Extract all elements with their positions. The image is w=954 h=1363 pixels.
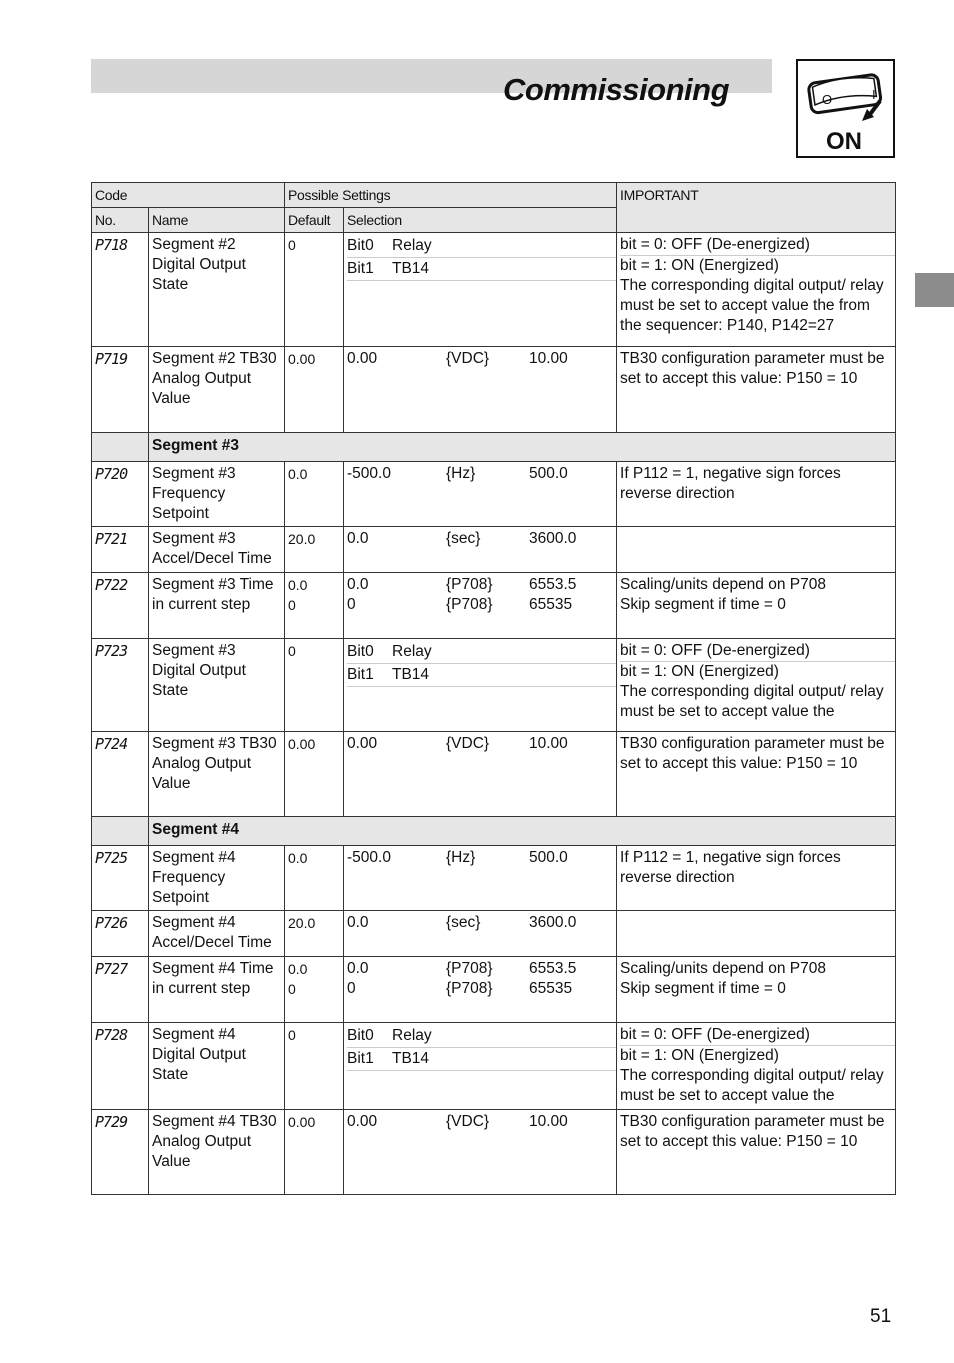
power-switch-icon — [796, 59, 895, 158]
param-default: 0.0 — [285, 846, 344, 911]
param-important: TB30 configuration parameter must be set to accept this value: P150 = 10 — [617, 1110, 896, 1195]
note-line: bit = 1: ON (Energized) — [620, 1047, 779, 1064]
bit-value: Relay — [392, 643, 432, 660]
range-min: 0.0 — [347, 960, 369, 977]
param-name: Segment #2 Digital Output State — [149, 233, 285, 347]
param-code: P723 — [92, 639, 149, 732]
param-important: TB30 configuration parameter must be set to accept this value: P150 = 10 — [617, 732, 896, 817]
param-selection — [344, 462, 617, 527]
note-line: The corresponding digital output/ relay must be set to accept value the — [620, 1067, 884, 1104]
bit-value: TB14 — [392, 1050, 430, 1067]
note-line: bit = 1: ON (Energized) — [620, 663, 779, 680]
range-unit: {VDC} — [446, 735, 490, 752]
param-important — [617, 639, 896, 732]
bit-label: Bit0 — [347, 643, 374, 660]
default-line: 0.0 — [288, 577, 308, 593]
param-code: P724 — [92, 732, 149, 817]
param-code: P722 — [92, 573, 149, 639]
param-important — [617, 1023, 896, 1110]
table-row — [92, 573, 896, 639]
param-code: P726 — [92, 911, 149, 957]
param-name: Segment #2 TB30 Analog Output Value — [149, 347, 285, 433]
bit-label: Bit1 — [347, 260, 374, 277]
header-selection: Selection — [344, 208, 617, 233]
header-important: IMPORTANT — [617, 183, 896, 233]
bit-value: TB14 — [392, 260, 430, 277]
range-max: 6553.5 — [529, 576, 577, 593]
table-row — [92, 347, 896, 433]
range-unit: {sec} — [446, 914, 481, 931]
range-min: 0.0 — [347, 530, 369, 547]
param-name: Segment #3 Time in current step — [149, 573, 285, 639]
bit-label: Bit0 — [347, 237, 374, 254]
header-possible-settings: Possible Settings — [285, 183, 617, 208]
bit-value: Relay — [392, 1027, 432, 1044]
range-unit: {P708} — [446, 980, 493, 997]
range-unit: {VDC} — [446, 350, 490, 367]
range-max: 10.00 — [529, 1113, 568, 1130]
page-title: Commissioning — [503, 72, 730, 107]
default-line: 0 — [288, 597, 296, 613]
param-selection — [344, 233, 617, 347]
param-code: P725 — [92, 846, 149, 911]
param-selection — [344, 1110, 617, 1195]
bit-value: Relay — [392, 237, 432, 254]
param-selection — [344, 639, 617, 732]
header-code: Code — [92, 183, 285, 208]
range-max: 3600.0 — [529, 530, 577, 547]
param-name: Segment #4 Digital Output State — [149, 1023, 285, 1110]
range-min: 0.00 — [347, 1113, 378, 1130]
param-important — [617, 957, 896, 1023]
note-line: bit = 0: OFF (De-energized) — [620, 641, 895, 662]
param-code: P718 — [92, 233, 149, 347]
param-code: P727 — [92, 957, 149, 1023]
range-max: 500.0 — [529, 465, 568, 482]
table-row — [92, 1023, 896, 1110]
param-default: 0.00 — [285, 732, 344, 817]
bit-label: Bit1 — [347, 666, 374, 683]
param-selection — [344, 732, 617, 817]
range-min: 0.00 — [347, 735, 378, 752]
note-line: Scaling/units depend on P708 — [620, 960, 826, 977]
range-unit: {P708} — [446, 596, 493, 613]
range-min: -500.0 — [347, 465, 391, 482]
note-line: bit = 1: ON (Energized) — [620, 257, 779, 274]
param-name: Segment #3 Accel/Decel Time — [149, 527, 285, 573]
param-selection — [344, 347, 617, 433]
header-name: Name — [149, 208, 285, 233]
segment-title: Segment #3 — [149, 433, 896, 462]
default-line: 0.0 — [288, 961, 308, 977]
param-default: 20.0 — [285, 911, 344, 957]
note-line: bit = 0: OFF (De-energized) — [620, 235, 895, 256]
param-default: 0.0 — [285, 462, 344, 527]
param-important — [617, 527, 896, 573]
default-line: 0 — [288, 981, 296, 997]
range-max: 10.00 — [529, 735, 568, 752]
param-name: Segment #4 Time in current step — [149, 957, 285, 1023]
table-row — [92, 639, 896, 732]
chapter-tab — [915, 273, 954, 307]
table-row — [92, 233, 896, 347]
switch-off-mark: O — [822, 92, 833, 107]
table-row — [92, 957, 896, 1023]
note-line: The corresponding digital output/ relay must be set to accept value the — [620, 683, 884, 720]
range-unit: {P708} — [446, 576, 493, 593]
bit-label: Bit1 — [347, 1050, 374, 1067]
param-selection — [344, 527, 617, 573]
bit-value: TB14 — [392, 666, 430, 683]
header-default: Default — [285, 208, 344, 233]
range-max: 65535 — [529, 596, 573, 613]
param-code: P729 — [92, 1110, 149, 1195]
param-default — [285, 957, 344, 1023]
param-default: 0.00 — [285, 347, 344, 433]
range-min: 0.0 — [347, 576, 369, 593]
range-max: 6553.5 — [529, 960, 577, 977]
param-selection — [344, 1023, 617, 1110]
param-important: If P112 = 1, negative sign forces reverse direction — [617, 846, 896, 911]
param-name: Segment #3 Frequency Setpoint — [149, 462, 285, 527]
range-max: 10.00 — [529, 350, 568, 367]
param-selection — [344, 911, 617, 957]
param-important: TB30 configuration parameter must be set to accept this value: P150 = 10 — [617, 347, 896, 433]
param-default: 20.0 — [285, 527, 344, 573]
param-code: P719 — [92, 347, 149, 433]
param-code: P728 — [92, 1023, 149, 1110]
range-unit: {P708} — [446, 960, 493, 977]
note-line: The corresponding digital output/ relay must be set to accept value the from the sequencer: P140, P142=27 — [620, 277, 884, 334]
range-unit: {Hz} — [446, 465, 476, 482]
param-code: P721 — [92, 527, 149, 573]
param-selection — [344, 957, 617, 1023]
table-row — [92, 1110, 896, 1195]
param-name: Segment #4 TB30 Analog Output Value — [149, 1110, 285, 1195]
range-unit: {VDC} — [446, 1113, 490, 1130]
param-selection — [344, 846, 617, 911]
param-selection — [344, 573, 617, 639]
note-line: Skip segment if time = 0 — [620, 596, 786, 613]
range-max: 65535 — [529, 980, 573, 997]
param-important — [617, 911, 896, 957]
range-min: 0.00 — [347, 350, 378, 367]
param-default: 0 — [285, 233, 344, 347]
param-name: Segment #4 Accel/Decel Time — [149, 911, 285, 957]
range-max: 3600.0 — [529, 914, 577, 931]
note-line: bit = 0: OFF (De-energized) — [620, 1025, 895, 1046]
param-default: 0 — [285, 639, 344, 732]
note-line: Skip segment if time = 0 — [620, 980, 786, 997]
bit-label: Bit0 — [347, 1027, 374, 1044]
header-no: No. — [92, 208, 149, 233]
parameter-table — [91, 182, 896, 1195]
table-row — [92, 911, 896, 957]
switch-on-label: ON — [826, 128, 862, 155]
range-unit: {sec} — [446, 530, 481, 547]
range-min: 0 — [347, 596, 356, 613]
param-important: If P112 = 1, negative sign forces reverse direction — [617, 462, 896, 527]
param-name: Segment #4 Frequency Setpoint — [149, 846, 285, 911]
segment-title: Segment #4 — [149, 817, 896, 846]
range-min: -500.0 — [347, 849, 391, 866]
page-number: 51 — [870, 1306, 892, 1327]
switch-on-mark: I — [872, 87, 876, 102]
range-min: 0 — [347, 980, 356, 997]
param-important — [617, 573, 896, 639]
param-default: 0.00 — [285, 1110, 344, 1195]
param-default: 0 — [285, 1023, 344, 1110]
param-default — [285, 573, 344, 639]
param-name: Segment #3 TB30 Analog Output Value — [149, 732, 285, 817]
range-min: 0.0 — [347, 914, 369, 931]
table-row — [92, 462, 896, 527]
note-line: Scaling/units depend on P708 — [620, 576, 826, 593]
segment-row — [92, 433, 896, 462]
param-name: Segment #3 Digital Output State — [149, 639, 285, 732]
param-important — [617, 233, 896, 347]
range-unit: {Hz} — [446, 849, 476, 866]
table-row — [92, 846, 896, 911]
range-max: 500.0 — [529, 849, 568, 866]
table-row — [92, 527, 896, 573]
segment-row — [92, 817, 896, 846]
table-row — [92, 732, 896, 817]
param-code: P720 — [92, 462, 149, 527]
